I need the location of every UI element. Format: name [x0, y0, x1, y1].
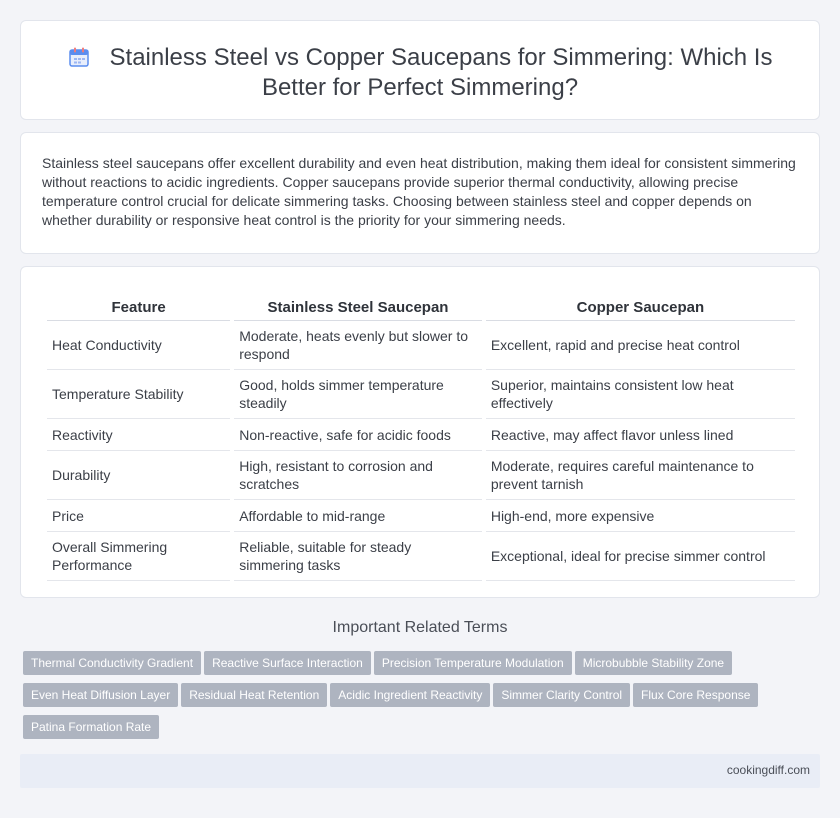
feature-cell: Overall Simmering Performance [47, 532, 230, 581]
page-title: Stainless Steel vs Copper Saucepans for Simmering: Which Is Better for Perfect Simmering? [109, 44, 773, 101]
related-term-tag[interactable]: Residual Heat Retention [181, 683, 327, 707]
feature-cell: Temperature Stability [47, 370, 230, 419]
header-copper: Copper Saucepan [486, 296, 795, 321]
comparison-card [20, 266, 820, 598]
related-term-tag[interactable]: Simmer Clarity Control [493, 683, 630, 707]
header-feature: Feature [47, 296, 230, 321]
title-card [20, 20, 820, 120]
feature-cell: Heat Conductivity [47, 321, 230, 370]
copper-cell: Exceptional, ideal for precise simmer control [486, 532, 795, 581]
copper-cell: Excellent, rapid and precise heat control [486, 321, 795, 370]
feature-cell: Durability [47, 451, 230, 500]
comparison-table [43, 296, 799, 581]
feature-cell: Price [47, 500, 230, 532]
table-row [47, 370, 795, 419]
copper-cell: Superior, maintains consistent low heat effectively [486, 370, 795, 419]
table-row [47, 321, 795, 370]
stainless-cell: Moderate, heats evenly but slower to respond [234, 321, 482, 370]
stainless-cell: High, resistant to corrosion and scratches [234, 451, 482, 500]
table-header-row [47, 296, 795, 321]
related-term-tag[interactable]: Microbubble Stability Zone [575, 651, 732, 675]
related-term-tag[interactable]: Even Heat Diffusion Layer [23, 683, 178, 707]
related-terms-title: Important Related Terms [332, 619, 508, 636]
related-terms-list [23, 651, 803, 747]
related-term-tag[interactable]: Patina Formation Rate [23, 715, 159, 739]
copper-cell: Moderate, requires careful maintenance to prevent tarnish [486, 451, 795, 500]
related-term-tag[interactable]: Thermal Conductivity Gradient [23, 651, 201, 675]
feature-cell: Reactivity [47, 419, 230, 451]
table-row [47, 532, 795, 581]
table-row [47, 419, 795, 451]
intro-card [20, 132, 820, 254]
site-name[interactable]: cookingdiff.com [726, 763, 810, 777]
header-stainless: Stainless Steel Saucepan [234, 296, 482, 321]
stainless-cell: Non-reactive, safe for acidic foods [234, 419, 482, 451]
intro-paragraph: Stainless steel saucepans offer excellent durability and even heat distribution, making them ideal for consistent simmering without reactions to acidic ingredients. Copper saucepans provide superior thermal conductivity, allowing precise temperature control crucial for delicate simmering tasks. Choosing between stainless steel and copper depends on whether durability or responsive heat control is the priority for your simmering needs. [42, 155, 796, 228]
copper-cell: High-end, more expensive [486, 500, 795, 532]
related-term-tag[interactable]: Precision Temperature Modulation [374, 651, 572, 675]
related-term-tag[interactable]: Reactive Surface Interaction [204, 651, 371, 675]
table-row [47, 500, 795, 532]
stainless-cell: Reliable, suitable for steady simmering tasks [234, 532, 482, 581]
related-term-tag[interactable]: Acidic Ingredient Reactivity [330, 683, 490, 707]
calendar-icon [68, 46, 90, 68]
related-term-tag[interactable]: Flux Core Response [633, 683, 758, 707]
footer-bar [20, 754, 820, 788]
stainless-cell: Affordable to mid-range [234, 500, 482, 532]
table-row [47, 451, 795, 500]
stainless-cell: Good, holds simmer temperature steadily [234, 370, 482, 419]
page-header [21, 43, 819, 103]
copper-cell: Reactive, may affect flavor unless lined [486, 419, 795, 451]
